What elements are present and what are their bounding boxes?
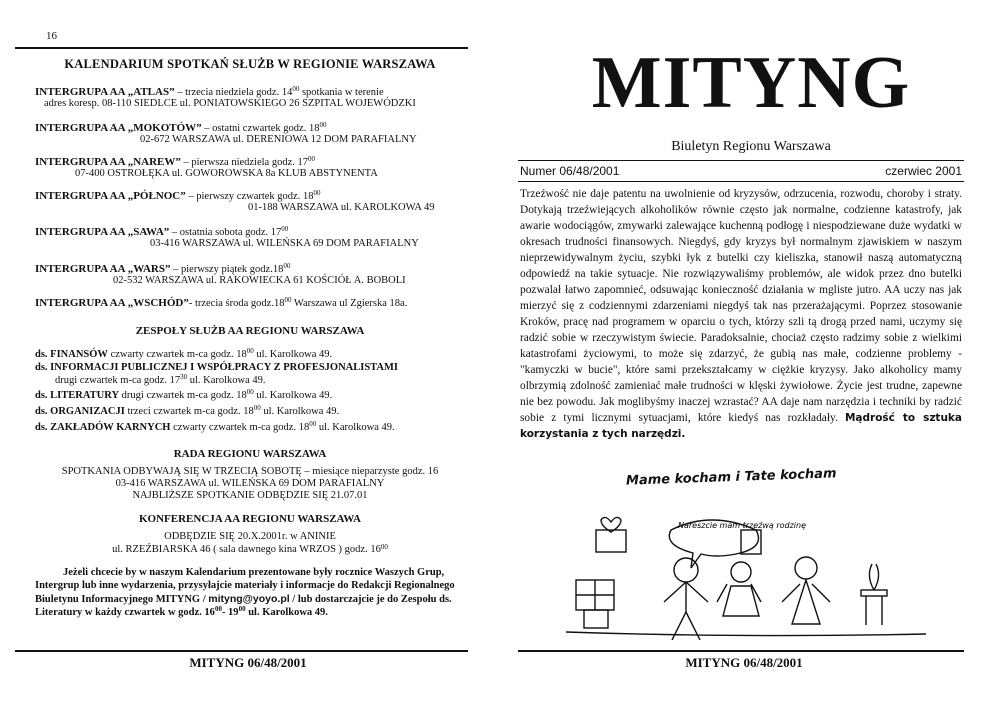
intergroup-meeting: – trzecia niedziela godz. 14 xyxy=(174,87,293,98)
intergroup-meeting: – pierwszy piątek godz.18 xyxy=(170,264,284,275)
team-line xyxy=(35,361,475,374)
intergroup-line xyxy=(35,297,475,310)
family-drawing xyxy=(566,510,926,640)
bottom-rule xyxy=(15,650,468,652)
right-page xyxy=(496,0,992,701)
speech-bubble-text: Nareszcie mam trzeźwą rodzinę xyxy=(678,521,806,530)
article-emphasis: Mądrość to sztuka korzystania z tych narzędzi. xyxy=(520,412,962,440)
intergroup-name: INTERGRUPA AA „NAREW” xyxy=(35,156,181,168)
intergroup-name: INTERGRUPA AA „MOKOTÓW” xyxy=(35,122,202,134)
header-rule-bottom xyxy=(518,181,964,182)
intergroup-address: 01-188 WARSZAWA ul. KAROLKOWA 49 xyxy=(248,202,435,213)
bottom-rule xyxy=(518,650,964,652)
team-name: ds. INFORMACJI PUBLICZNEJ I WSPÓŁPRACY Z PROFESJONALISTAMI xyxy=(35,362,398,373)
intergroup-address: 02-672 WARSZAWA ul. DERENIOWA 12 DOM PARAFIALNY xyxy=(140,134,417,145)
team-line xyxy=(35,348,475,361)
issue-number: Numer 06/48/2001 xyxy=(520,164,620,178)
team-line xyxy=(35,389,475,402)
team-location: ul. Karolkowa 49. xyxy=(316,422,395,433)
intergroup-meeting: – pierwszy czwartek godz. 18 xyxy=(185,191,314,202)
intergroup-name: INTERGRUPA AA „WARS” xyxy=(35,263,171,275)
email-link[interactable]: mityng@yoyo.pl xyxy=(208,592,290,605)
left-footer: MITYNG 06/48/2001 xyxy=(189,655,307,670)
top-rule xyxy=(15,47,468,49)
issue-date: czerwiec 2001 xyxy=(885,164,962,178)
contact-note: Jeżeli chcecie by w naszym Kalendarium prezentowane były rocznice Waszych Grup, Intergrup lub inne wydarzenia, przysyłajcie materiały i informacje do Redakcji Regionalnego Biuletynu Informacyjnego MITYNG / mityng@yoyo.pl / lub dostarczajcie je do Zespołu ds. Literatury w każdy czwartek w godz. $16^{00}-$ $19^{00}$ ul. Karolkowa 49. xyxy=(35,567,455,618)
intergroup-meeting: – ostatnia sobota godz. 17 xyxy=(169,227,282,238)
team-line xyxy=(35,405,475,418)
council-line: 03-416 WARSZAWA ul. WILEŃSKA 69 DOM PARAFIALNY xyxy=(115,478,385,489)
team-name: ds. ZAKŁADÓW KARNYCH xyxy=(35,422,171,433)
team-schedule: drugi czwartek m-ca godz. 17 xyxy=(55,375,181,386)
intergroup-meeting: – ostatni czwartek godz. 18 xyxy=(201,123,320,134)
intergroup-meeting: – pierwsza niedziela godz. 17 xyxy=(180,157,308,168)
time-sup: 00 xyxy=(246,388,254,396)
time-sup: 00 xyxy=(309,420,317,428)
council-line: NAJBLIŻSZE SPOTKANIE ODBĘDZIE SIĘ 21.07.01 xyxy=(132,490,368,501)
calendar-title: KALENDARIUM SPOTKAŃ SŁUŻB W REGIONIE WARSZAWA xyxy=(64,57,436,71)
time-sup: 30 xyxy=(180,373,188,381)
intergroup-name: INTERGRUPA AA „SAWA” xyxy=(35,226,170,238)
intergroup-name: INTERGRUPA AA „WSCHÓD” xyxy=(35,297,189,309)
time-sup: 00 xyxy=(292,85,300,93)
intergroup-address: 03-416 WARSZAWA ul. WILEŃSKA 69 DOM PARAFIALNY xyxy=(150,238,419,249)
team-location: ul. Karolkowa 49. xyxy=(260,406,340,417)
team-line xyxy=(55,374,495,387)
team-line xyxy=(35,421,475,434)
time-sup: 00 xyxy=(308,155,315,163)
teams-title: ZESPOŁY SŁUŻB AA REGIONU WARSZAWA xyxy=(135,325,365,337)
right-footer: MITYNG 06/48/2001 xyxy=(685,655,803,670)
team-name: ds. FINANSÓW xyxy=(35,349,108,360)
masthead-title: MITYNG xyxy=(591,42,911,124)
team-schedule: czwarty czwartek m-ca godz. 18 xyxy=(170,422,310,433)
time-sup: 00 xyxy=(313,189,321,197)
council-line: SPOTKANIA ODBYWAJĄ SIĘ W TRZECIĄ SOBOTĘ – miesiące nieparzyste godz. 16 xyxy=(61,466,439,477)
time-sup: 00 xyxy=(281,225,289,233)
drawing-caption: Mame kocham i Tate kocham xyxy=(625,466,837,489)
team-name: ds. ORGANIZACJI xyxy=(35,406,125,417)
masthead-subtitle: Biuletyn Regionu Warszawa xyxy=(671,139,831,154)
team-location: ul. Karolkowa 49. xyxy=(187,375,266,386)
council-title: RADA REGIONU WARSZAWA xyxy=(173,448,327,460)
intergroup-meeting-tail: Warszawa ul Zgierska 18a. xyxy=(291,298,408,309)
frame-shape xyxy=(596,530,626,552)
intergroup-address: 02-532 WARSZAWA ul. RAKOWIECKA 61 KOŚCIÓŁ A. BOBOLI xyxy=(113,275,406,286)
conference-line: ul. RZEŹBIARSKA 46 ( sala dawnego kina WRZOS ) godz. $16^{00}$ xyxy=(112,543,388,555)
page-number: 16 xyxy=(46,30,57,42)
time-sup: 00 xyxy=(319,121,327,129)
intergroup-name: INTERGRUPA AA „ATLAS” xyxy=(35,86,175,98)
intergroup-meeting-tail: spotkania w terenie xyxy=(299,87,384,98)
intergroup-address: 07-400 OSTROŁĘKA ul. GOWOROWSKA 8a KLUB ABSTYNENTA xyxy=(75,168,378,179)
conference-title: KONFERENCJA AA REGIONU WARSZAWA xyxy=(139,513,361,525)
time-sup: 00 xyxy=(246,347,254,355)
intergroup-name: INTERGRUPA AA „PÓŁNOC” xyxy=(35,190,186,202)
team-name: ds. LITERATURY xyxy=(35,390,120,401)
conference-line: ODBĘDZIE SIĘ 20.X.2001r. w ANINIE xyxy=(164,531,336,542)
team-location: ul. Karolkowa 49. xyxy=(253,349,333,360)
time-sup: 00 xyxy=(283,262,291,270)
intergroup-meeting: - trzecia środa godz.18 xyxy=(188,298,285,309)
team-schedule: drugi czwartek m-ca godz. 18 xyxy=(119,390,247,401)
intergroup-address: adres koresp. 08-110 SIEDLCE ul. PONIATOWSKIEGO 26 SZPITAL WOJEWÓDZKI xyxy=(44,98,416,109)
issue-line xyxy=(520,164,962,178)
team-schedule: trzeci czwartek m-ca godz. 18 xyxy=(124,406,254,417)
header-rule-top xyxy=(518,160,964,161)
team-schedule: czwarty czwartek m-ca godz. 18 xyxy=(107,349,247,360)
team-location: ul. Karolkowa 49. xyxy=(253,390,333,401)
article-body: Trzeźwość nie daje patentu na uwolnienie od kryzysów, odrzucenia, rozwodu, choroby i straty. Dotykają trzeźwiejących alkoholików równie często jak normalne, codzienne katastrofy, jak awarie wodociągów, zmywarki zalewające kuchenną podłogę i niespodziewane duże wydatki w okresach trudności finansowych. Niegdyś, gdy kryzys był normalnym zjawiskiem w naszym nieprzewidywalnym życiu, szybki łyk z butelki czy kieliszka, stanowił naszą automatyczną odpowiedź na takie sytuacje. Nie rozwiązywaliśmy problemów, ale widok przez dno butelki pozwalał łatwo zapomnieć, odsuwając konieczność działania w mgliste jutro. AA uczy nas jak mierzyć się z codziennymi zdarzeniami niegdyś tak nas przerażającymi. Poprzez stosowanie Kroków, pracę nad programem w oparciu o tych, którzy szli tą drogą przed nami, uczymy się radzić sobie w rzeczywistym świecie. Paradoksalnie, chociaż często radzimy sobie z wielkimi katastrofami życiowymi, to może się zdarzyć, że gubią nas małe, codzienne problemy - "kamyczki w bucie", które sami przekształcamy w ciężkie kryzysy. Jako alkoholicy mamy olbrzymią zdolność zamieniać małe trudności w klęski żywiołowe. Życie jest trudne, zapewne nie bez powodu. Jak moglibyśmy inaczej wzrastać? AA daje nam narzędzia i techniki by radzić sobie z tymi licznymi sytuacjami, które kiedyś nas rozkładały. Mądrość to sztuka korzystania z tych narzędzi. xyxy=(520,188,962,440)
time-sup: 00 xyxy=(284,296,292,304)
time-sup: 00 xyxy=(253,404,261,412)
